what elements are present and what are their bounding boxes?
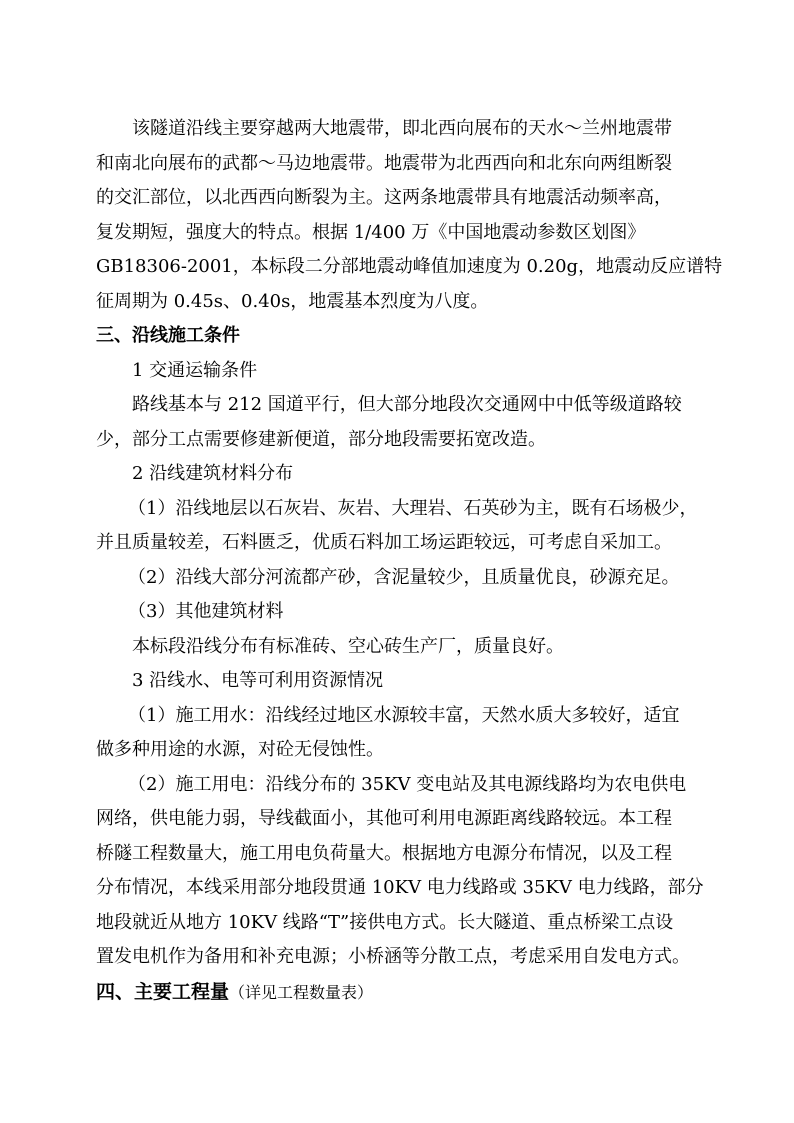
section-heading-four-title: 四、主要工程量: [96, 980, 230, 1003]
section-heading-three: 三、沿线施工条件: [96, 325, 240, 346]
section-heading-four: [96, 975, 702, 1011]
text-line: 地段就近从地方 10KV 线路“T”接供电方式。长大隧道、重点桥梁工点设: [96, 911, 674, 933]
text-line: 本标段沿线分布有标准砖、空心砖生产厂，质量良好。: [132, 635, 564, 657]
text-line: 并且质量较差，石料匮乏，优质石料加工场运距较远，可考虑自采加工。: [96, 532, 672, 553]
text-line: 和南北向展布的武都～马边地震带。地震带为北西西向和北东向两组断裂: [96, 152, 672, 174]
text-line: 该隧道沿线主要穿越两大地震带，即北西向展布的天水～兰州地震带: [132, 118, 672, 139]
text-line: （1）施工用水：沿线经过地区水源较丰富，天然水质大多较好，适宜: [128, 704, 680, 726]
text-line: 网络，供电能力弱，导线截面小，其他可利用电源距离线路较远。本工程: [96, 808, 672, 829]
subsection-title-materials: 2 沿线建筑材料分布: [132, 463, 294, 484]
seismic-paragraph: [96, 112, 723, 319]
section-heading-four-note: （详见工程数量表）: [229, 982, 374, 1002]
text-line: （1）沿线地层以石灰岩、灰岩、大理岩、石英砂为主，既有石场极少，: [128, 497, 698, 519]
text-line: 做多种用途的水源，对砼无侵蚀性。: [96, 739, 384, 760]
text-line: 少，部分工点需要修建新便道，部分地段需要拓宽改造。: [96, 428, 546, 450]
text-line: 置发电机作为备用和补充电源；小桥涵等分散工点，考虑采用自发电方式。: [96, 946, 690, 967]
text-line: 路线基本与 212 国道平行，但大部分地段次交通网中中低等级道路较: [132, 394, 682, 415]
text-line: （2）沿线大部分河流都产砂，含泥量较少，且质量优良，砂源充足。: [128, 566, 680, 588]
text-line: GB18306-2001，本标段二分部地震动峰值加速度为 0.20g，地震动反应谱特: [96, 256, 723, 277]
text-line: 征周期为 0.45s、0.40s，地震基本烈度为八度。: [96, 290, 489, 312]
text-line: （2）施工用电：沿线分布的 35KV 变电站及其电源线路均为农电供电: [128, 773, 687, 795]
text-line: 的交汇部位，以北西西向断裂为主。这两条地震带具有地震活动频率高，: [96, 187, 672, 208]
item-title-other-materials: （3）其他建筑材料: [128, 601, 284, 622]
text-line: 分布情况，本线采用部分地段贯通 10KV 电力线路或 35KV 电力线路，部分: [96, 877, 704, 898]
subsection-title-resources: 3 沿线水、电等可利用资源情况: [132, 670, 384, 691]
text-line: 复发期短，强度大的特点。根据 1/400 万《中国地震动参数区划图》: [96, 221, 646, 243]
text-line: 桥隧工程数量大，施工用电负荷量大。根据地方电源分布情况，以及工程: [96, 842, 672, 864]
subsection-title-transport: 1 交通运输条件: [132, 359, 258, 381]
document-page: [96, 112, 723, 1010]
